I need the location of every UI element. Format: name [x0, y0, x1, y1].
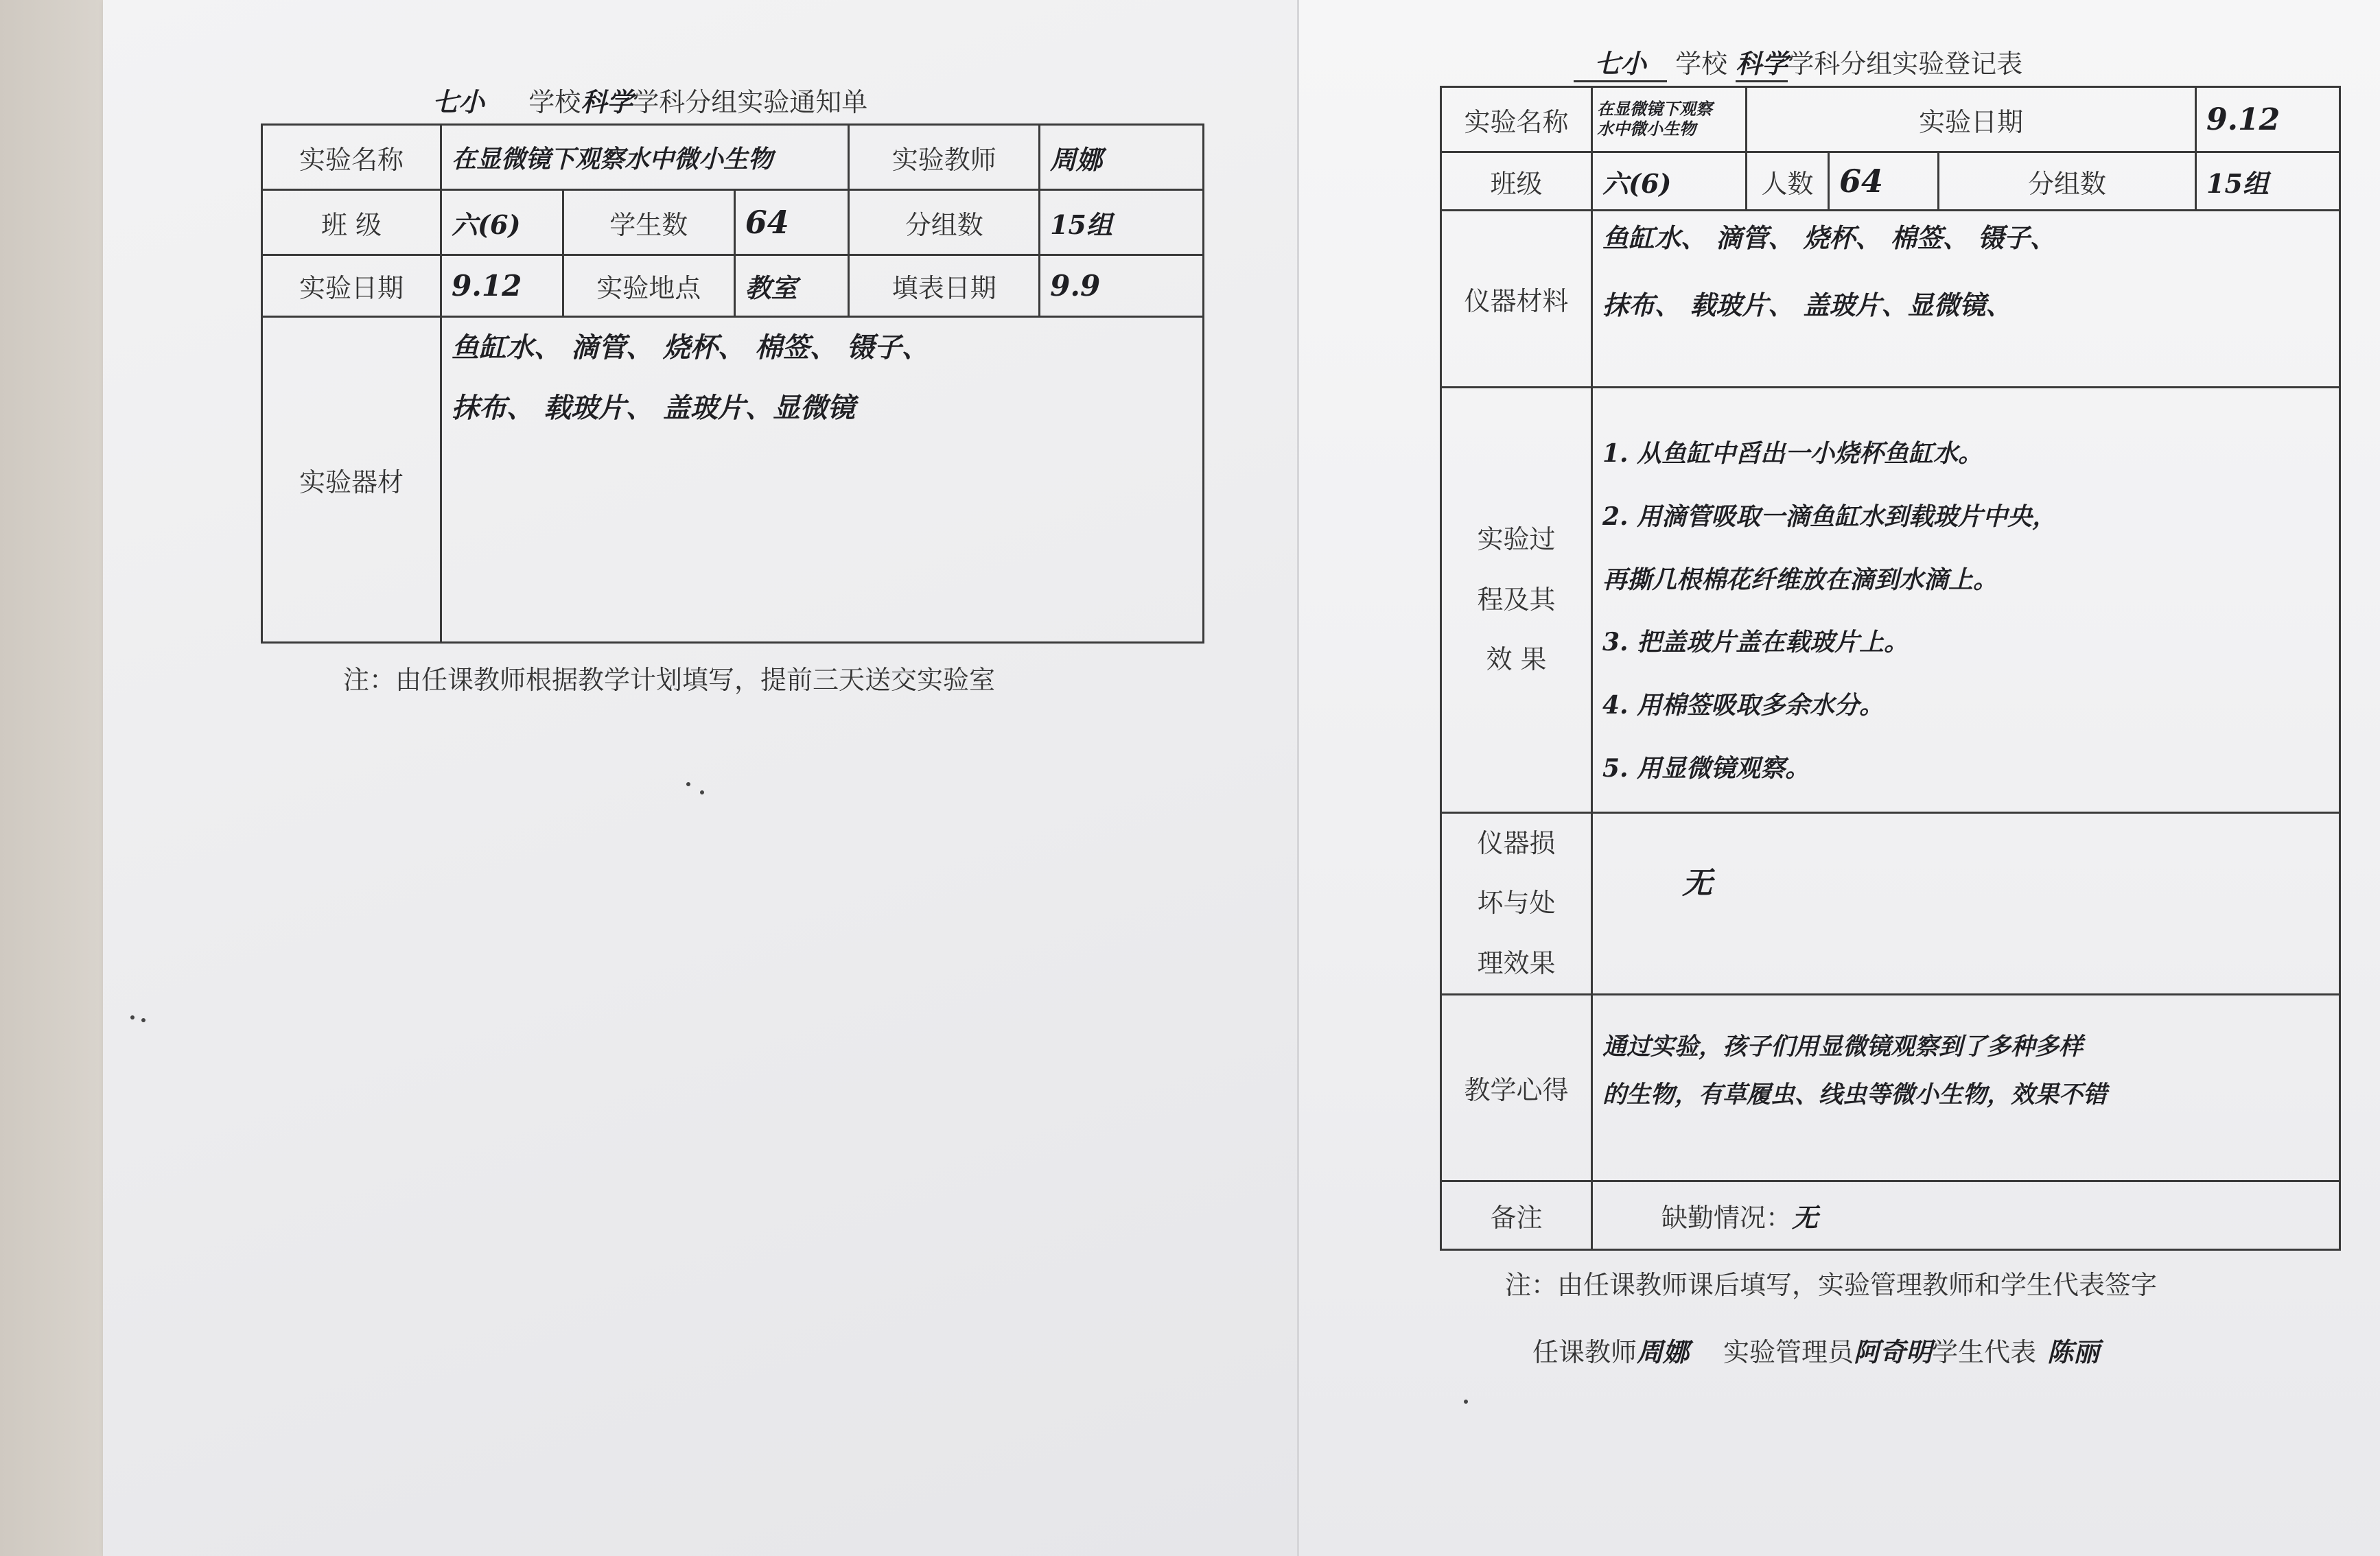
experiment-name-line-2: 水中微小生物	[1597, 119, 1696, 139]
label-location: 实验地点	[563, 255, 734, 317]
process-step: 1. 从鱼缸中舀出一小烧杯鱼缸水。	[1602, 439, 1983, 468]
label-damage	[1441, 813, 1592, 995]
value-equipment	[441, 317, 1204, 643]
label-damage-line-2: 坏与处	[1477, 888, 1556, 919]
process-step: 3. 把盖玻片盖在载玻片上。	[1602, 628, 1909, 657]
value-date: 9.12	[2196, 87, 2340, 152]
student-signature-label: 学生代表	[1932, 1337, 2037, 1367]
teacher-signature-label: 任课教师	[1532, 1337, 1637, 1367]
table-surface	[0, 0, 110, 1556]
value-reflection	[1592, 995, 2340, 1181]
label-remarks: 备注	[1441, 1181, 1592, 1250]
process-step: 2. 用滴管吸取一滴鱼缸水到载玻片中央，	[1602, 502, 2057, 531]
label-damage-line-1: 仪器损	[1477, 828, 1556, 858]
value-groups: 15组	[2196, 152, 2340, 211]
value-people: 64	[1829, 152, 1939, 211]
teacher-signature: 周娜	[1637, 1336, 1690, 1367]
left-title-suffix: 学科分组实验通知单	[633, 87, 868, 117]
label-students: 学生数	[563, 190, 734, 255]
reflection-line-1: 通过实验，孩子们用显微镜观察到了多种多样	[1602, 1033, 2084, 1061]
label-equipment: 仪器材料	[1441, 211, 1592, 388]
label-fill-date: 填表日期	[849, 255, 1040, 317]
register-form-table	[1440, 86, 2341, 1251]
label-damage-line-3: 理效果	[1477, 947, 1556, 978]
label-experiment-name: 实验名称	[1441, 87, 1592, 152]
value-class: 六(6)	[441, 190, 563, 255]
value-damage: 无	[1592, 813, 2340, 995]
equipment-line-2: 抹布、 载玻片、 盖玻片、显微镜	[452, 392, 855, 424]
manager-signature-label: 实验管理员	[1723, 1337, 1854, 1367]
value-experiment-name	[1592, 87, 1747, 152]
label-equipment: 实验器材	[262, 317, 441, 643]
equipment-line-2: 抹布、 载玻片、 盖玻片、显微镜、	[1602, 289, 2012, 320]
label-date: 实验日期	[1747, 87, 2196, 152]
left-school-prefix: 七小	[432, 86, 485, 117]
left-form-title	[432, 81, 867, 119]
equipment-line-1: 鱼缸水、 滴管、 烧杯、 棉签、 镊子、	[1602, 222, 2056, 253]
equipment-line-1: 鱼缸水、 滴管、 烧杯、 棉签、 镊子、	[452, 331, 929, 364]
value-teacher: 周娜	[1040, 125, 1204, 190]
value-fill-date: 9.9	[1040, 255, 1204, 317]
process-step: 4. 用棉签吸取多余水分。	[1602, 691, 1885, 720]
value-equipment	[1592, 211, 2340, 388]
right-subject: 科学	[1736, 43, 1788, 82]
value-location: 教室	[734, 255, 849, 317]
value-experiment-name: 在显微镜下观察水中微小生物	[441, 125, 849, 190]
label-date: 实验日期	[262, 255, 441, 317]
paper-speck	[686, 782, 690, 786]
label-reflection: 教学心得	[1441, 995, 1592, 1181]
process-step: 5. 用显微镜观察。	[1602, 753, 1810, 783]
right-form-title	[1574, 43, 2022, 82]
paper-speck	[141, 1018, 145, 1022]
paper-speck	[130, 1015, 135, 1019]
label-process-line-3: 效 果	[1486, 644, 1547, 675]
right-form-note: 注：由任课教师课后填写，实验管理教师和学生代表签字	[1505, 1270, 2158, 1300]
right-title-school: 学校	[1675, 49, 1728, 79]
process-step: 再撕几根棉花纤维放在滴到水滴上。	[1602, 565, 1998, 594]
label-class: 班 级	[262, 190, 441, 255]
notice-form-table	[261, 123, 1204, 644]
paper-speck	[700, 790, 704, 794]
label-process	[1441, 388, 1592, 813]
label-groups: 分组数	[1939, 152, 2196, 211]
label-class: 班级	[1441, 152, 1592, 211]
label-process-line-1: 实验过	[1477, 524, 1556, 555]
student-signature: 陈丽	[2047, 1336, 2100, 1367]
left-sheet	[103, 0, 1297, 1556]
right-school-prefix: 七小	[1574, 43, 1667, 82]
left-title-school: 学校	[528, 87, 581, 117]
experiment-name-line-1: 在显微镜下观察	[1597, 99, 1712, 119]
right-title-suffix: 学科分组实验登记表	[1788, 49, 2023, 79]
value-class: 六(6)	[1592, 152, 1747, 211]
label-groups: 分组数	[849, 190, 1040, 255]
label-teacher: 实验教师	[849, 125, 1040, 190]
label-experiment-name: 实验名称	[262, 125, 441, 190]
label-process-line-2: 程及其	[1477, 584, 1556, 615]
value-process	[1592, 388, 2340, 813]
value-date: 9.12	[441, 255, 563, 317]
reflection-line-2: 的生物，有草履虫、线虫等微小生物，效果不错	[1602, 1081, 2108, 1109]
label-people: 人数	[1747, 152, 1829, 211]
left-form-note: 注：由任课教师根据教学计划填写，提前三天送交实验室	[343, 665, 996, 695]
absence-value: 无	[1792, 1202, 1819, 1234]
value-remarks	[1592, 1181, 2340, 1250]
right-sheet	[1297, 0, 2380, 1556]
manager-signature: 阿奇明	[1854, 1336, 1933, 1367]
paper-speck	[1464, 1400, 1468, 1404]
signature-row	[1532, 1331, 2099, 1369]
value-students: 64	[734, 190, 849, 255]
left-subject: 科学	[581, 86, 633, 117]
absence-label: 缺勤情况：	[1661, 1203, 1793, 1234]
value-groups: 15组	[1040, 190, 1204, 255]
